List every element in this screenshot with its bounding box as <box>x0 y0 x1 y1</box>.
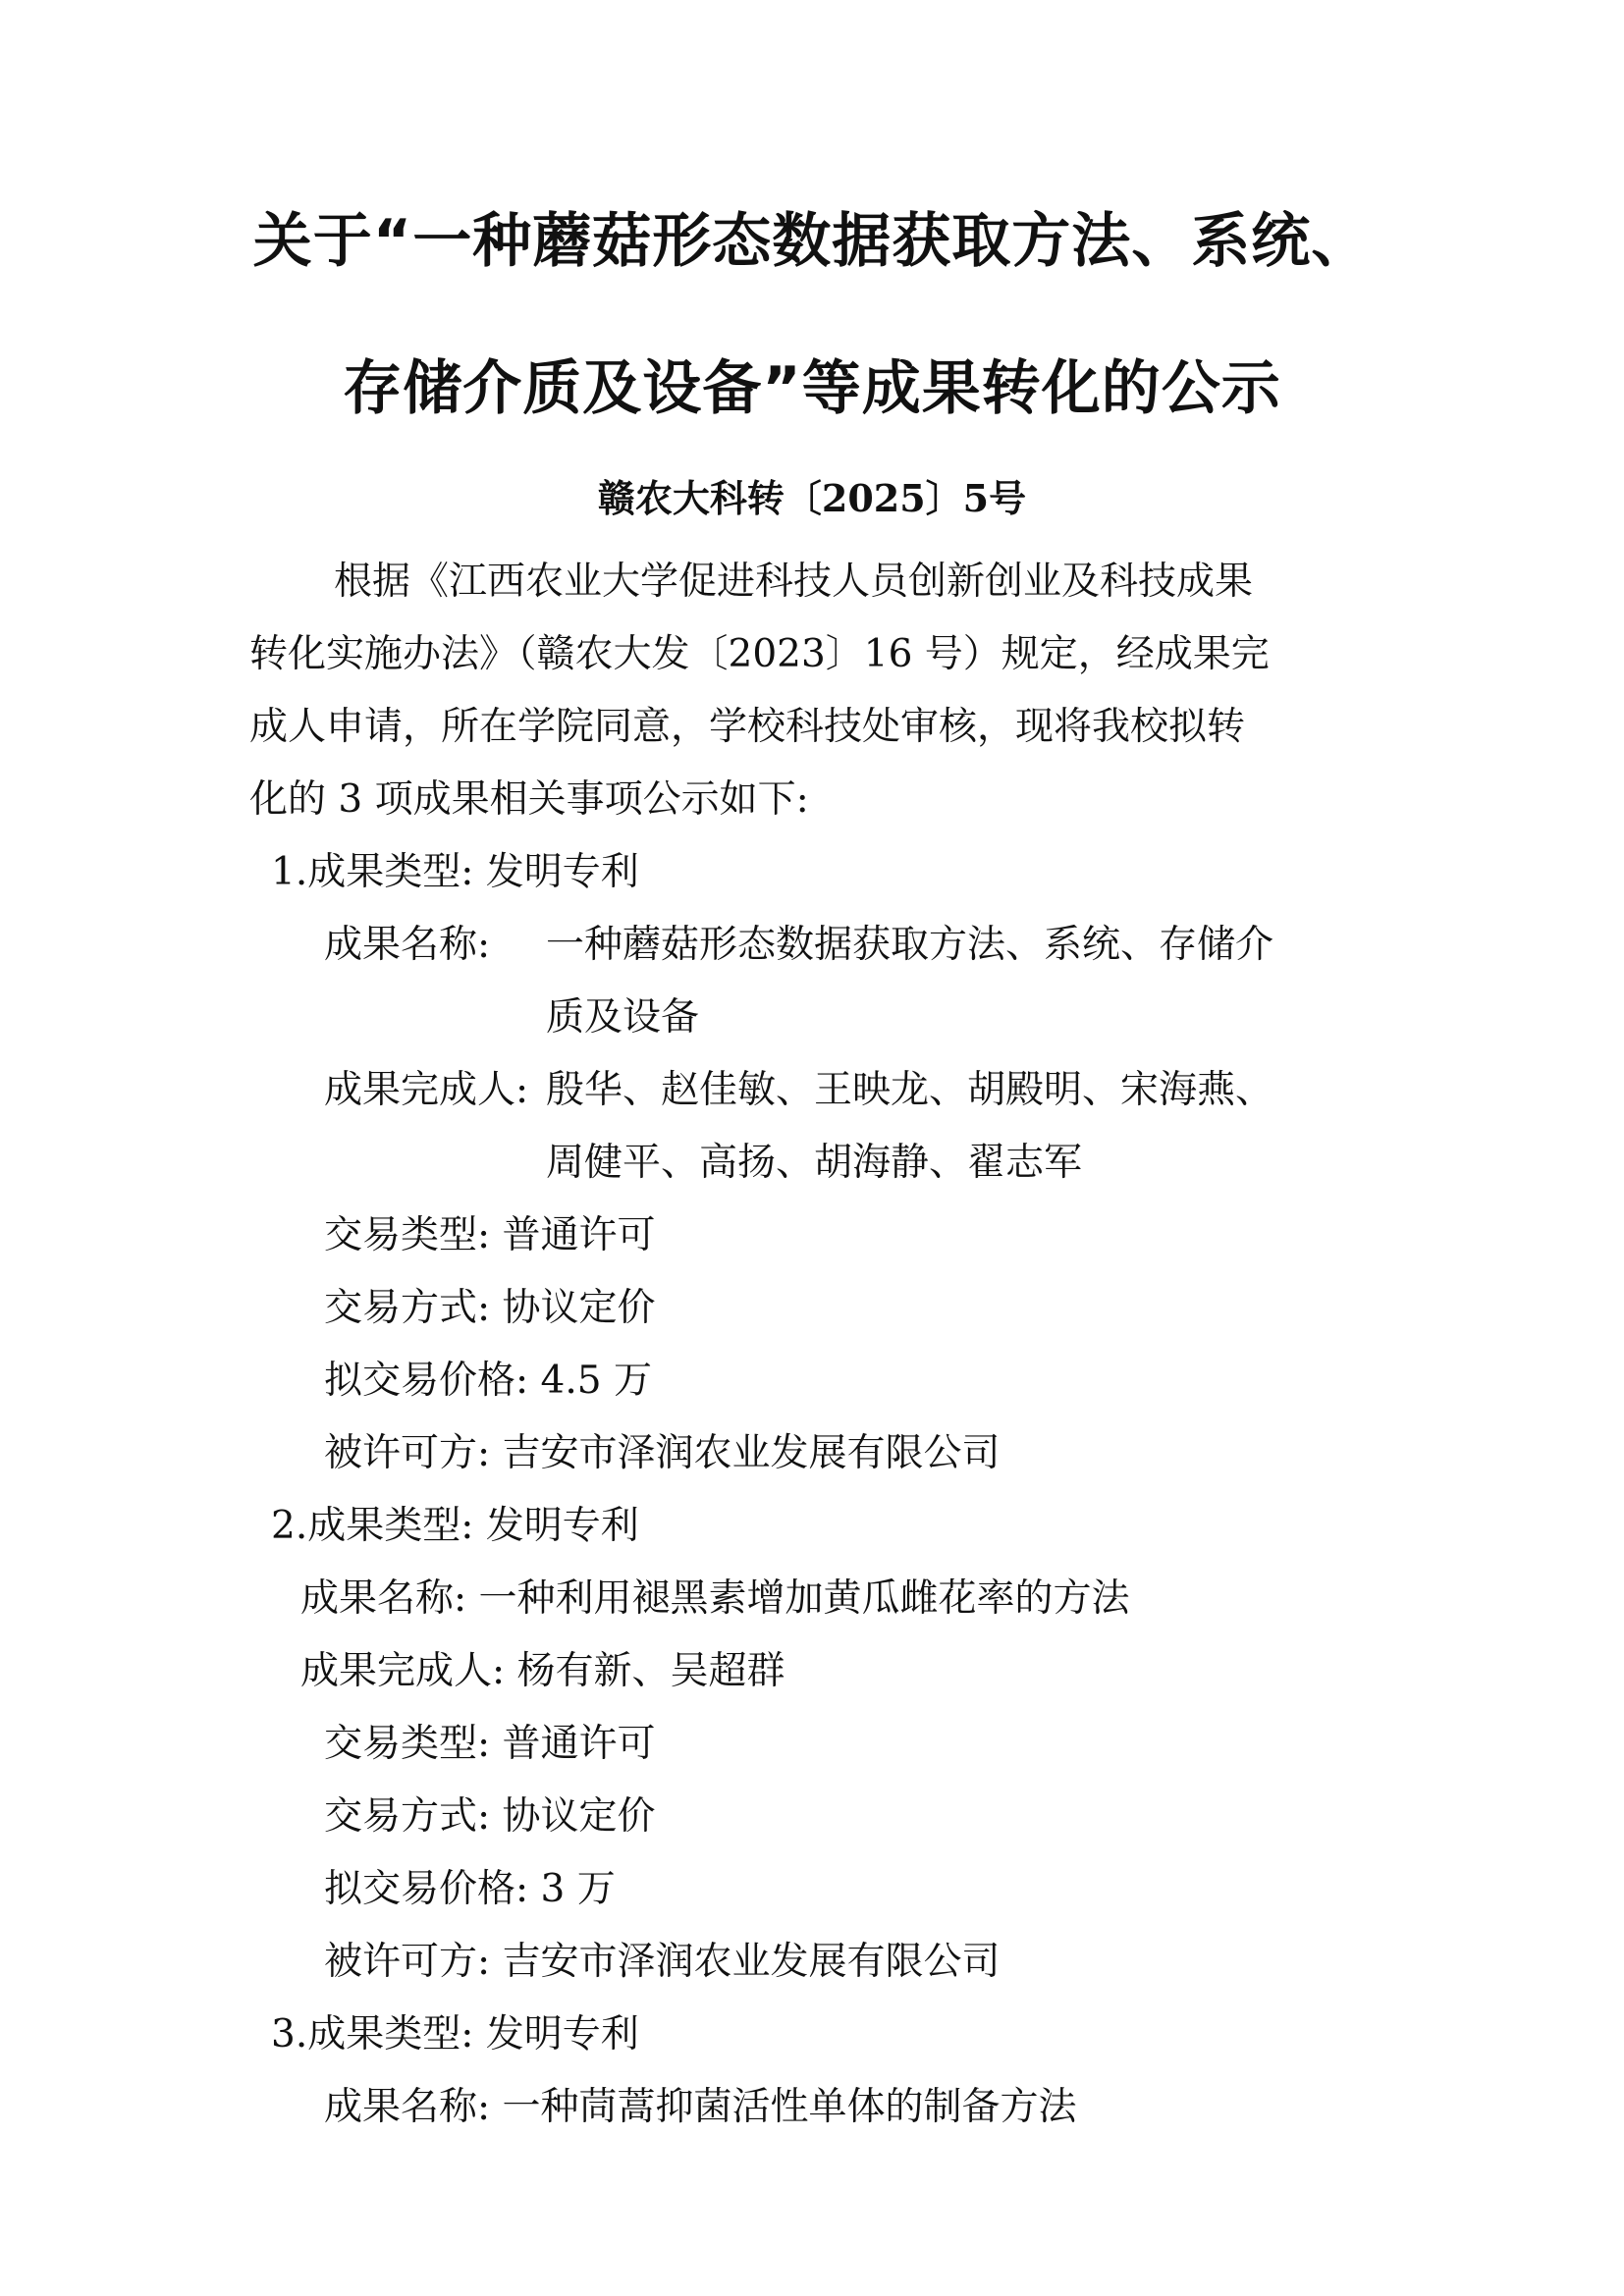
item-2-trade-method: 交易方式: 协议定价 <box>324 1794 656 1839</box>
item-3-name: 成果名称: 一种茼蒿抑菌活性单体的制备方法 <box>324 2085 1077 2129</box>
title-line-2: 存储介质及设备”等成果转化的公示 <box>343 354 1281 423</box>
item-1-price: 拟交易价格: 4.5 万 <box>324 1359 652 1403</box>
item-1-trade-type: 交易类型: 普通许可 <box>324 1213 656 1257</box>
item-3-type: 3.成果类型: 发明专利 <box>271 2012 639 2056</box>
item-1-trade-method: 交易方式: 协议定价 <box>324 1286 656 1330</box>
item-1-inventors-line-2: 周健平、高扬、胡海静、翟志军 <box>546 1141 1083 1185</box>
item-2-name: 成果名称: 一种利用褪黑素增加黄瓜雌花率的方法 <box>300 1576 1130 1621</box>
intro-line-1: 根据《江西农业大学促进科技人员创新创业及科技成果 <box>334 560 1254 604</box>
item-2-trade-type: 交易类型: 普通许可 <box>324 1722 656 1766</box>
title-line-1: 关于“一种蘑菇形态数据获取方法、系统、 <box>252 207 1372 276</box>
intro-line-4: 化的 3 项成果相关事项公示如下: <box>249 777 809 822</box>
item-1-inventors-label: 成果完成人: <box>324 1068 529 1112</box>
item-2-price: 拟交易价格: 3 万 <box>324 1867 616 1911</box>
item-1-name-line-2: 质及设备 <box>546 995 700 1040</box>
item-2-inventors: 成果完成人: 杨有新、吴超群 <box>300 1649 785 1693</box>
item-1-inventors-line-1: 殷华、赵佳敏、王映龙、胡殿明、宋海燕、 <box>546 1068 1274 1112</box>
item-1-name-line-1: 一种蘑菇形态数据获取方法、系统、存储介 <box>546 923 1274 967</box>
item-2-type: 2.成果类型: 发明专利 <box>271 1504 639 1548</box>
intro-line-3: 成人申请，所在学院同意，学校科技处审核，现将我校拟转 <box>249 705 1246 749</box>
item-1-licensee: 被许可方: 吉安市泽润农业发展有限公司 <box>324 1431 1001 1475</box>
item-1-type: 1.成果类型: 发明专利 <box>271 850 639 894</box>
item-2-licensee: 被许可方: 吉安市泽润农业发展有限公司 <box>324 1940 1001 1984</box>
document-number: 赣农大科转〔2025〕5号 <box>597 476 1027 520</box>
intro-line-2: 转化实施办法》（赣农大发〔2023〕16 号）规定，经成果完 <box>249 632 1270 676</box>
item-1-name-label: 成果名称: <box>324 923 491 967</box>
